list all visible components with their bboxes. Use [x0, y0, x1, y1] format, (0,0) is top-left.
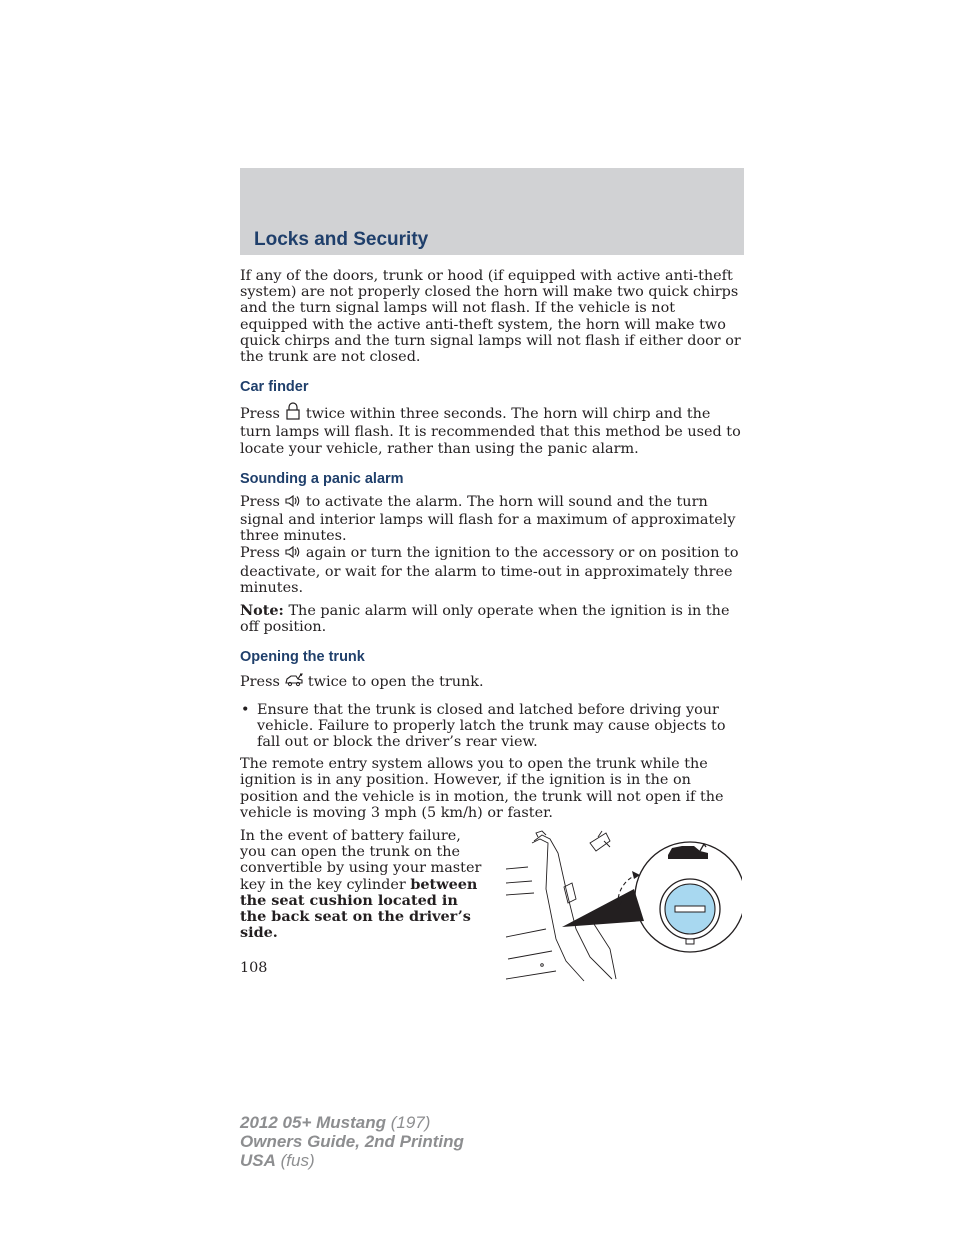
note-paragraph [240, 603, 744, 635]
remote-entry-paragraph: The remote entry system allows you to open the trunk while the ignition is in any position. However, if the ignition is in the on position and the vehicle is in motion, the trunk will not open if the vehicle is moving 3 mph (5 km/h) or faster. [240, 756, 724, 821]
press-word: Press [240, 493, 280, 510]
footer-model: 2012 05+ Mustang [240, 1113, 386, 1132]
trunk-press-text: twice to open the trunk. [307, 674, 484, 691]
trunk-bullet-list [240, 702, 744, 751]
trunk-press-paragraph [240, 672, 744, 692]
battery-failure-paragraph [240, 828, 485, 941]
battery-failure-section [240, 828, 744, 988]
footer-market-code: (fus) [280, 1151, 315, 1170]
lock-icon [284, 402, 302, 424]
car-finder-paragraph [240, 402, 744, 457]
document-footer [240, 1113, 464, 1170]
battery-text-normal: In the event of battery failure, you can open the trunk on the convertible by using your master key in the key cylinder [240, 828, 482, 893]
panic-alarm-paragraph-1 [240, 494, 744, 545]
panic-alarm-text-2: again or turn the ignition to the accessory or on position to deactivate, or wait for the alarm to time-out in approximately three minutes. [240, 545, 739, 596]
footer-line-3 [240, 1151, 464, 1170]
panic-alarm-icon [284, 545, 302, 563]
bullet-text: Ensure that the trunk is closed and latched before driving your vehicle. Failure to properly latch the trunk may cause objects to fall out or block the driver’s rear view. [257, 701, 726, 751]
bullet-symbol: • [241, 701, 250, 718]
intro-paragraph: If any of the doors, trunk or hood (if equipped with active anti-theft system) are not properly closed the horn will make two quick chirps and the turn signal lamps will not flash. If the vehicle is not equipped with the active anti-theft system, the horn will make two quick chirps and the turn signal lamps will not flash if either door or the trunk are not closed. [240, 268, 741, 366]
note-label: Note: [240, 602, 284, 620]
footer-line-2 [240, 1132, 464, 1151]
trunk-release-icon [284, 672, 304, 692]
footer-edition: Owners Guide, 2nd Printing [240, 1132, 464, 1151]
trunk-car-icon [668, 844, 708, 859]
page-content [240, 268, 744, 988]
battery-text-bold: between the seat cushion located in the back seat on the driver’s side. [240, 875, 478, 942]
footer-market: USA [240, 1151, 276, 1170]
footer-model-code: (197) [390, 1113, 431, 1132]
list-item [240, 702, 744, 751]
note-text: The panic alarm will only operate when the ignition is in the off position. [240, 603, 730, 636]
page-number: 108 [240, 960, 268, 976]
section-header-band [240, 168, 744, 255]
panic-alarm-paragraph-2 [240, 545, 744, 596]
footer-line-1 [240, 1113, 464, 1132]
panic-alarm-text-1: to activate the alarm. The horn will sound and the turn signal and interior lamps will flash for a maximum of approximately three minutes. [240, 493, 736, 545]
press-word: Press [240, 545, 280, 562]
section-title: Locks and Security [254, 229, 429, 250]
car-finder-heading: Car finder [240, 379, 309, 396]
car-finder-text: twice within three seconds. The horn will chirp and the turn lamps will flash. It is recommended that this method be used to locate your vehicle, rather than using the panic alarm. [240, 406, 741, 457]
press-word: Press [240, 674, 280, 691]
panic-alarm-heading: Sounding a panic alarm [240, 470, 404, 487]
panic-alarm-icon [284, 494, 302, 512]
opening-trunk-heading: Opening the trunk [240, 649, 365, 666]
press-word: Press [240, 406, 280, 423]
trunk-key-cylinder-illustration [506, 829, 742, 984]
